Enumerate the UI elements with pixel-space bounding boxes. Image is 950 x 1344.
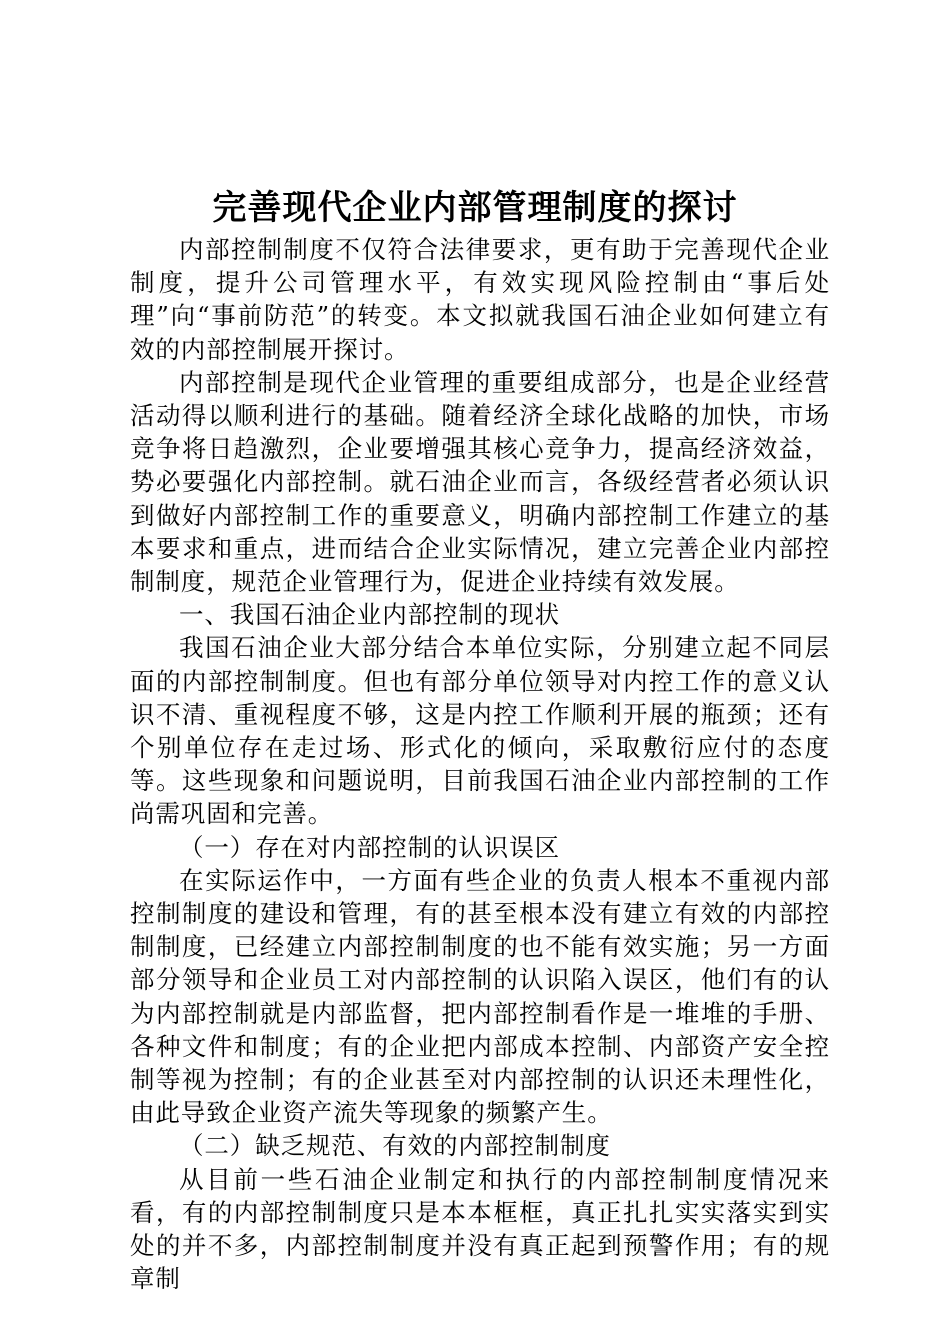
subsection-heading-misconception: （一）存在对内部控制的认识误区 bbox=[179, 832, 560, 862]
document-title: 完善现代企业内部管理制度的探讨 bbox=[212, 188, 738, 228]
section-heading-current-status: 一、我国石油企业内部控制的现状 bbox=[179, 600, 560, 630]
paragraph-intro: 内部控制制度不仅符合法律要求，更有助于完善现代企业制度，提升公司管理水平，有效实现风险控制由“事后处理”向“事前防范”的转变。本文拟就我国石油企业如何建立有效的内部控制展开探讨。 bbox=[130, 235, 830, 364]
document-body bbox=[130, 233, 830, 1296]
paragraph-lack-of-system: 从目前一些石油企业制定和执行的内部控制制度情况来看，有的内部控制制度只是本本框框，真正扎扎实实落实到实处的并不多，内部控制制度并没有真正起到预警作用；有的规章制 bbox=[130, 1164, 830, 1294]
paragraph-background: 内部控制是现代企业管理的重要组成部分，也是企业经营活动得以顺利进行的基础。随着经济全球化战略的加快，市场竞争将日趋激烈，企业要增强其核心竞争力，提高经济效益，势必要强化内部控制。就石油企业而言，各级经营者必须认识到做好内部控制工作的重要意义，明确内部控制工作建立的基本要求和重点，进而结合企业实际情况，建立完善企业内部控制制度，规范企业管理行为，促进企业持续有效发展。 bbox=[130, 367, 830, 597]
subsection-heading-lack-of-system: （二）缺乏规范、有效的内部控制制度 bbox=[179, 1131, 611, 1161]
paragraph-misconception: 在实际运作中，一方面有些企业的负责人根本不重视内部控制制度的建设和管理，有的甚至根本没有建立有效的内部控制制度，已经建立内部控制制度的也不能有效实施；另一方面部分领导和企业员工对内部控制的认识陷入误区，他们有的认为内部控制就是内部监督，把内部控制看作是一堆堆的手册、各种文件和制度；有的企业把内部成本控制、内部资产安全控制等视为控制；有的企业甚至对内部控制的认识还未理性化，由此导致企业资产流失等现象的频繁产生。 bbox=[130, 865, 830, 1128]
paragraph-current-status: 我国石油企业大部分结合本单位实际，分别建立起不同层面的内部控制制度。但也有部分单位领导对内控工作的意义认识不清、重视程度不够，这是内控工作顺利开展的瓶颈；还有个别单位存在走过场、形式化的倾向，采取敷衍应付的态度等。这些现象和问题说明，目前我国石油企业内部控制的工作尚需巩固和完善。 bbox=[130, 633, 830, 829]
